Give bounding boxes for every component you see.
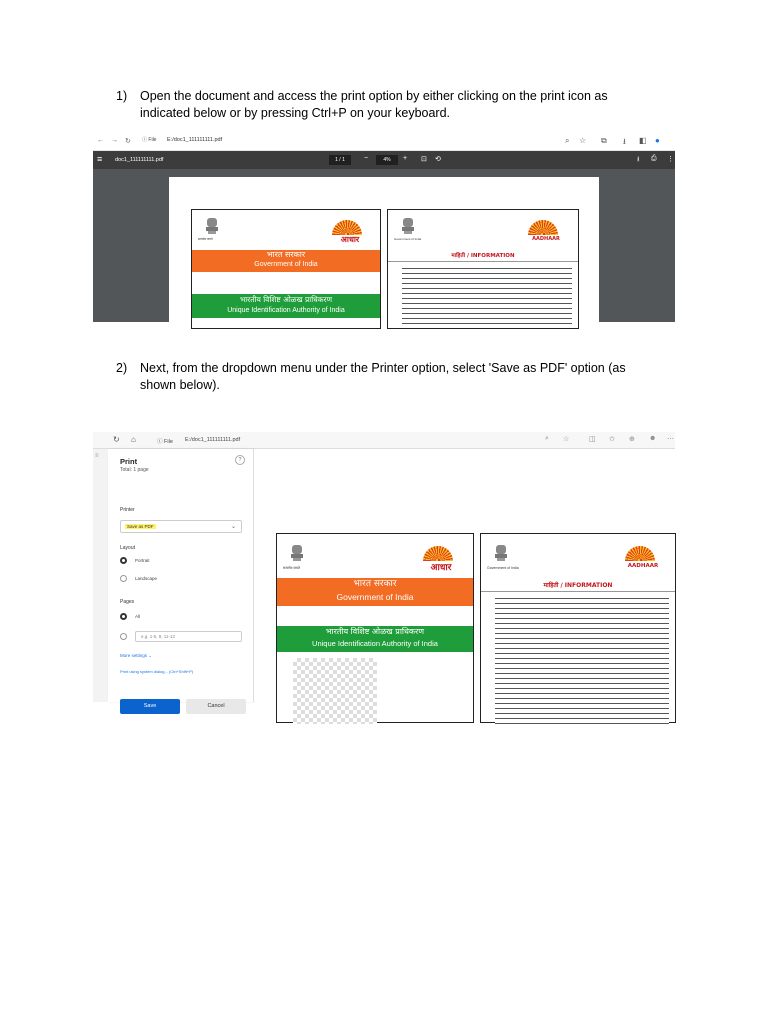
hindi-uidai-text: भारतीय विशिष्ट ओळख प्राधिकरण [239, 295, 333, 304]
info-heading: माहिती / INFORMATION [388, 252, 578, 262]
more-settings-link[interactable]: More settings ⌄ [120, 653, 153, 658]
zoom-out-icon[interactable]: − [364, 155, 369, 162]
portrait-radio[interactable] [120, 557, 127, 564]
info-text-lines [495, 596, 669, 724]
save-button[interactable]: Save [120, 699, 180, 714]
printer-label: Printer [120, 507, 135, 513]
address-url[interactable]: E:/doc1_111111111.pdf [185, 437, 241, 443]
hindi-gov-text: भारत सरकार [266, 250, 306, 259]
info-icon: ⓘ [142, 137, 148, 143]
file-chip-label: File [164, 439, 173, 445]
file-chip [157, 437, 173, 445]
gov-of-india-text: Government of India [336, 592, 414, 602]
page-indicator[interactable]: 1 / 1 [329, 155, 351, 165]
aadhaar-card-back [480, 533, 676, 723]
system-dialog-link[interactable]: Print using system dialog... (Ctrl+Shift+P) [120, 669, 194, 674]
aadhaar-logo [528, 220, 564, 246]
print-preview [254, 449, 675, 702]
info-heading: माहिती / INFORMATION [481, 581, 675, 592]
browser-address-bar [93, 131, 675, 151]
aadhaar-card-front [191, 209, 381, 329]
landscape-radio[interactable] [120, 575, 127, 582]
pages-label: Pages [120, 599, 135, 605]
step-text: Open the document and access the print option by either clicking on the print icon as indicated below or by pressing Ctrl+P on your keyboard. [140, 89, 608, 120]
back-icon[interactable]: ← [97, 137, 104, 144]
emblem-icon [493, 542, 509, 562]
help-icon[interactable]: ? [235, 455, 245, 465]
aadhaar-logo-word: AADHAAR [627, 563, 659, 569]
side-menu-icon[interactable]: ≡ [95, 453, 99, 459]
screenshot-pdf-viewer [93, 131, 675, 322]
file-chip-label: File [148, 137, 157, 143]
gov-of-india-text: Government of India [254, 261, 318, 268]
all-pages-radio[interactable] [120, 613, 127, 620]
uidai-text: Unique Identification Authority of India [227, 307, 345, 314]
all-pages-label: All [135, 614, 141, 619]
star-icon[interactable]: ☆ [579, 136, 587, 145]
step-number: 2) [116, 361, 128, 375]
more-icon[interactable]: ⋮ [667, 156, 674, 163]
hindi-uidai-text: भारतीय विशिष्ट ओळख प्राधिकरण [325, 627, 425, 636]
zoom-icon[interactable]: ⌕ [565, 136, 570, 145]
screenshot-print-dialog [93, 432, 675, 709]
sidebar-icon[interactable]: ◧ [639, 136, 647, 145]
zoom-in-icon[interactable]: + [403, 155, 408, 162]
pdf-page [169, 177, 599, 337]
extensions-icon[interactable]: ⧉ [601, 136, 607, 145]
collections-icon[interactable]: ⊕ [629, 436, 635, 443]
browser-side-strip [93, 449, 108, 702]
emblem-icon [204, 216, 220, 236]
menu-icon[interactable]: ≡ [97, 154, 103, 164]
emblem-icon [289, 542, 305, 562]
fit-page-icon[interactable]: ⊡ [421, 156, 427, 163]
aadhaar-logo [625, 546, 661, 574]
home-icon[interactable]: ⌂ [131, 435, 136, 444]
step-text: Next, from the dropdown menu under the Printer option, select 'Save as PDF' option (as shown below). [140, 361, 626, 392]
chevron-down-icon: ⌄ [230, 524, 236, 530]
zoom-icon[interactable]: ⌕ [545, 435, 549, 442]
address-url[interactable]: E:/doc1_111111111.pdf [167, 137, 223, 143]
file-chip [142, 136, 156, 143]
download-icon[interactable]: ⭳ [623, 137, 626, 146]
print-panel [108, 449, 254, 709]
uidai-text: Unique Identification Authority of India [312, 639, 438, 648]
printer-select[interactable] [120, 520, 242, 533]
info-icon: ⓘ [157, 439, 163, 445]
uidai-band [192, 294, 380, 318]
custom-pages-radio[interactable] [120, 633, 127, 640]
aadhaar-logo-word: आधार [340, 235, 360, 244]
menu-icon[interactable]: ⋯ [667, 436, 674, 443]
landscape-label: Landscape [135, 576, 158, 581]
pdf-filename: doc1_111111111.pdf [115, 157, 164, 163]
favorites-icon[interactable]: ✩ [609, 436, 615, 443]
uidai-band [277, 626, 473, 652]
preview-page [276, 515, 676, 715]
photo-placeholder [293, 658, 377, 724]
zoom-level[interactable]: 4% [376, 155, 398, 165]
aadhaar-card-back [387, 209, 579, 329]
pdf-viewer-area [93, 169, 675, 322]
aadhaar-logo-word: AADHAAR [532, 236, 560, 242]
aadhaar-logo [332, 220, 368, 246]
aadhaar-card-front [276, 533, 474, 723]
print-total: Total: 1 page [120, 467, 149, 473]
aadhaar-logo [423, 546, 459, 574]
step-number: 1) [116, 89, 128, 103]
aadhaar-logo-word: आधार [430, 563, 452, 573]
browser-address-bar [93, 432, 675, 449]
reader-icon[interactable]: ◫ [589, 436, 596, 443]
download-icon[interactable]: ⭳ [637, 156, 640, 163]
gov-band [192, 250, 380, 272]
info-text-lines [402, 266, 572, 328]
profile-icon[interactable]: ● [655, 136, 660, 145]
emblem-icon [400, 216, 416, 236]
back-emblem-caption: Government of India [394, 237, 422, 241]
portrait-label: Portrait [135, 558, 150, 563]
print-title: Print [120, 457, 138, 466]
pdf-toolbar [93, 151, 675, 169]
reload-icon[interactable]: ↻ [113, 435, 120, 444]
layout-label: Layout [120, 545, 136, 551]
reload-icon[interactable]: ↻ [125, 138, 131, 145]
printer-value: Save as PDF [127, 524, 154, 529]
emblem-caption: सत्यमेव जयते [283, 566, 301, 570]
cancel-button[interactable]: Cancel [186, 699, 246, 714]
print-icon[interactable]: ⎙ [651, 155, 657, 162]
gov-band [277, 578, 473, 606]
pages-input[interactable]: e.g. 1-5, 8, 11-13 [135, 631, 242, 642]
rotate-icon[interactable]: ⟲ [435, 156, 441, 163]
hindi-gov-text: भारत सरकार [353, 579, 397, 589]
star-icon[interactable]: ☆ [563, 436, 570, 443]
profile-icon[interactable]: ☻ [649, 435, 657, 442]
emblem-caption: सत्यमेव जयते [198, 237, 213, 241]
back-emblem-caption: Government of India [487, 566, 519, 570]
forward-icon[interactable]: → [111, 137, 118, 144]
